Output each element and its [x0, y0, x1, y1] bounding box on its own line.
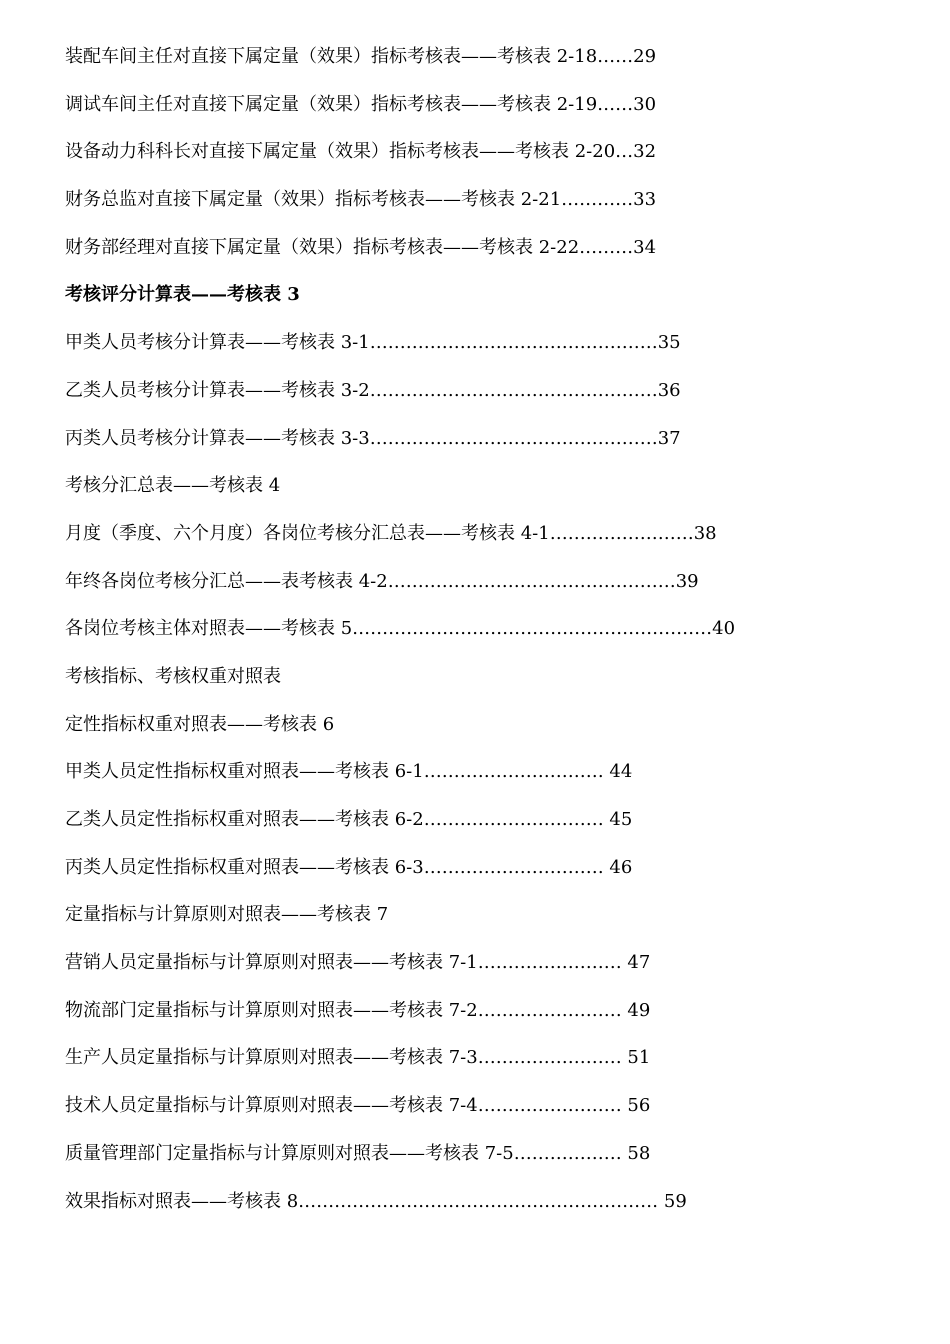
toc-entry-finance-manager: 财务部经理对直接下属定量（效果）指标考核表——考核表 2-22………34	[65, 236, 657, 258]
toc-entry-class-a-qualitative: 甲类人员定性指标权重对照表——考核表 6-1………………………… 44	[65, 761, 633, 783]
toc-section-heading-indicators: 考核指标、考核权重对照表	[65, 665, 281, 687]
toc-entry-sales-quantitative: 营销人员定量指标与计算原则对照表——考核表 7-1…………………… 47	[65, 952, 651, 974]
toc-entry-class-c-score: 丙类人员考核分计算表——考核表 3-3…………………………………………37	[65, 427, 681, 449]
toc-section-heading-quantitative: 定量指标与计算原则对照表——考核表 7	[65, 904, 389, 926]
toc-entry-class-a-score: 甲类人员考核分计算表——考核表 3-1…………………………………………35	[65, 332, 681, 354]
toc-section-heading-qualitative: 定性指标权重对照表——考核表 6	[65, 713, 335, 735]
toc-entry-logistics-quantitative: 物流部门定量指标与计算原则对照表——考核表 7-2…………………… 49	[65, 999, 651, 1021]
toc-entry-production-quantitative: 生产人员定量指标与计算原则对照表——考核表 7-3…………………… 51	[65, 1047, 651, 1069]
toc-entry-class-b-qualitative: 乙类人员定性指标权重对照表——考核表 6-2………………………… 45	[65, 809, 633, 830]
toc-entry-quality-quantitative: 质量管理部门定量指标与计算原则对照表——考核表 7-5……………… 58	[65, 1142, 651, 1164]
table-of-contents	[65, 44, 885, 1236]
toc-entry-class-c-qualitative: 丙类人员定性指标权重对照表——考核表 6-3………………………… 46	[65, 856, 633, 878]
toc-entry-equipment-power: 设备动力科科长对直接下属定量（效果）指标考核表——考核表 2-20…32	[65, 141, 657, 163]
toc-entry-technical-quantitative: 技术人员定量指标与计算原则对照表——考核表 7-4…………………… 56	[65, 1095, 651, 1117]
toc-entry-class-b-score: 乙类人员考核分计算表——考核表 3-2…………………………………………36	[65, 379, 681, 401]
toc-section-heading-summary: 考核分汇总表——考核表 4	[65, 475, 281, 497]
toc-entry-annual-summary: 年终各岗位考核分汇总——表考核表 4-2…………………………………………39	[65, 570, 699, 592]
toc-entry-cfo: 财务总监对直接下属定量（效果）指标考核表——考核表 2-21…………33	[65, 189, 657, 211]
toc-entry-effect-indicators: 效果指标对照表——考核表 8…………………………………………………… 59	[65, 1190, 687, 1212]
toc-section-heading-score-calc: 考核评分计算表——考核表 3	[65, 284, 300, 306]
toc-entry-assembly-workshop: 装配车间主任对直接下属定量（效果）指标考核表——考核表 2-18……29	[65, 46, 657, 67]
toc-entry-debug-workshop: 调试车间主任对直接下属定量（效果）指标考核表——考核表 2-19……30	[65, 93, 657, 115]
toc-entry-subject-mapping: 各岗位考核主体对照表——考核表 5……………………………………………………40	[65, 618, 736, 640]
toc-entry-monthly-summary: 月度（季度、六个月度）各岗位考核分汇总表——考核表 4-1……………………38	[65, 522, 717, 544]
